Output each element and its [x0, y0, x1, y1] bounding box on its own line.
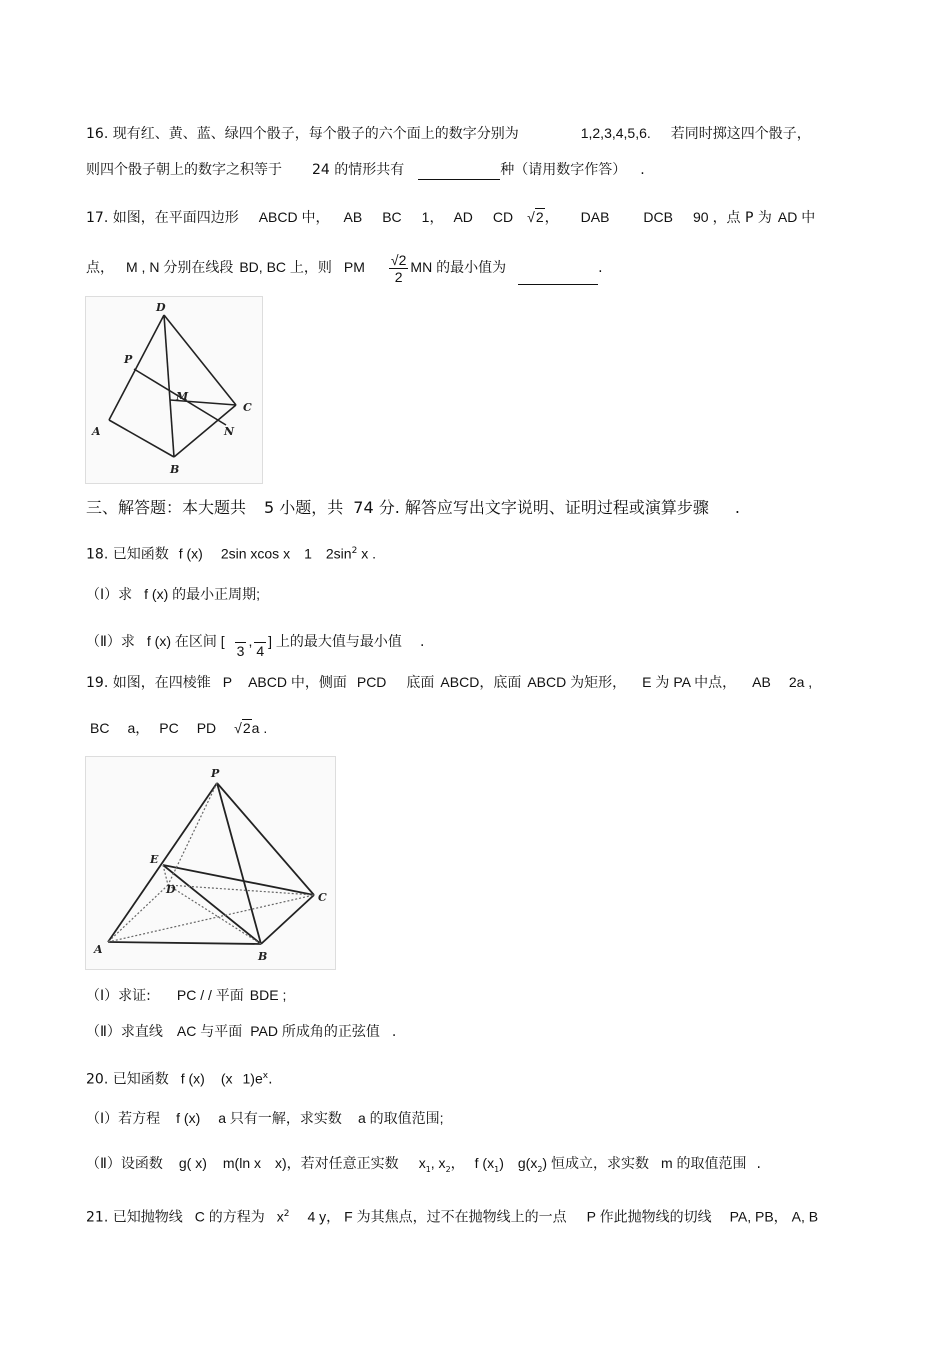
q16-line2	[86, 160, 645, 180]
q17-mn: M , N 分别在线段	[126, 259, 234, 275]
q19-a3: a .	[251, 720, 268, 736]
q17-one: 1，	[421, 209, 444, 225]
q17-text2: 点，	[86, 260, 114, 276]
q16-text2b: 24 的情形共有	[312, 162, 405, 178]
q16-period: .	[640, 162, 645, 178]
fig1-label-c: C	[243, 401, 252, 414]
q19-part-i	[86, 985, 286, 1006]
fig2-label-a: A	[94, 943, 103, 956]
q18-ii-d: .	[419, 634, 425, 650]
q20-ii-i: )	[499, 1155, 504, 1171]
q17-ninety: 90	[692, 209, 709, 225]
q20-expr: (x	[220, 1070, 233, 1087]
q20-i-d: a 的取值范围;	[357, 1110, 444, 1126]
q19-pcd: PCD	[356, 674, 387, 690]
q21-ab: A, B	[791, 1208, 819, 1225]
q19-2a: 2a ,	[788, 674, 813, 690]
q16-numbers: 1,2,3,4,5,6.	[580, 125, 651, 141]
q20-line	[86, 1066, 273, 1090]
q19i-c: BDE ;	[249, 987, 287, 1003]
q17-cd: CD	[492, 209, 514, 225]
q16-text2c: 种（请用数字作答）	[500, 162, 627, 178]
q20-fx: f (x)	[180, 1070, 205, 1087]
q18-i-a: （Ⅰ）求	[86, 587, 133, 603]
section-3-heading	[86, 498, 740, 518]
fig2-label-p: P	[211, 767, 220, 780]
q21-line	[86, 1204, 818, 1228]
q17-answer-blank	[518, 270, 598, 285]
q16-text-end: 若同时掷这四个骰子，	[670, 126, 811, 142]
q20-part-i	[86, 1108, 444, 1129]
q20-part-ii	[86, 1153, 761, 1180]
q20-a: 20. 已知函数	[86, 1071, 169, 1088]
q19-bc: BC	[90, 720, 110, 736]
fig2-label-d: D	[166, 883, 176, 896]
q21-c: C 的方程为	[194, 1208, 265, 1225]
q18-line	[86, 541, 376, 565]
q19-line2	[86, 718, 267, 739]
q20-expr2: 1)e	[242, 1070, 263, 1087]
q21-a: 21. 已知抛物线	[86, 1209, 183, 1226]
q20-ii-h: f (x	[474, 1155, 495, 1171]
q20-ii-e: x	[418, 1155, 426, 1171]
q20-ii-sub4: 2	[537, 1164, 543, 1174]
q20-ii-a: （Ⅱ）设函数	[86, 1156, 163, 1172]
figure-quadrilateral	[85, 296, 263, 484]
q17-pm: PM	[343, 259, 365, 275]
q20-i-b: f (x)	[176, 1110, 201, 1126]
q17-fraction: $\frac{√2}{2}$	[390, 251, 407, 285]
q21-sup: 2	[283, 1209, 290, 1219]
q17-abcd: ABCD 中，	[258, 209, 330, 225]
fig2-label-e: E	[150, 853, 159, 866]
q20-ii-b: g( x)	[178, 1155, 207, 1171]
q17-line2	[86, 250, 603, 285]
q19-abcd: ABCD 中，侧面	[248, 674, 347, 690]
q17-bc: BC	[382, 209, 402, 225]
q20-ii-c: m(ln x	[222, 1155, 262, 1171]
q17-dcb: DCB	[643, 209, 673, 225]
section3-c: 74 分. 解答应写出文字说明、证明过程或演算步骤	[353, 498, 709, 517]
q17-ad: AD	[453, 209, 473, 225]
q17-mn-min: MN 的最小值为	[410, 259, 507, 275]
q19-a2: a，	[127, 720, 150, 736]
fig1-label-m: M	[176, 390, 189, 403]
q17-line1	[86, 207, 815, 228]
q19ii-c: PAD 所成角的正弦值	[250, 1023, 380, 1039]
q19-line1	[86, 672, 812, 693]
q19-e: E 为	[642, 674, 670, 690]
q18-ii-c: ] 上的最大值与最小值	[268, 633, 402, 649]
q18-i-b: f (x) 的最小正周期;	[144, 586, 261, 602]
q16-text: 16. 现有红、黄、蓝、绿四个骰子，每个骰子的六个面上的数字分别为	[86, 126, 519, 142]
q18-a: 18. 已知函数	[86, 546, 169, 563]
q20-ii-sub1: 1	[425, 1164, 431, 1174]
q20-ii-l: m 的取值范围	[660, 1155, 747, 1171]
figure-pyramid	[85, 756, 336, 970]
q19-pc: PC	[159, 720, 179, 736]
q20-ii-g: ，	[450, 1156, 465, 1172]
q18-sup: 2	[351, 546, 358, 556]
q20-sup: x	[262, 1071, 269, 1081]
q21-4y: 4 y，	[307, 1208, 341, 1225]
section3-a: 三、解答题：本大题共	[86, 498, 247, 517]
q19ii-d: .	[391, 1024, 397, 1040]
q19i-a: （Ⅰ）求证:	[86, 988, 151, 1004]
fig1-label-a: A	[92, 425, 101, 438]
fig1-label-n: N	[224, 425, 235, 438]
q19-part-ii	[86, 1021, 396, 1042]
q17-ab: AB	[343, 209, 363, 225]
q17-text1: 17. 如图，在平面四边形	[86, 210, 239, 226]
fig1-label-b: B	[170, 463, 180, 476]
q20-ii-m: .	[756, 1156, 761, 1172]
q17-period: .	[598, 260, 603, 276]
q18-ii-b: f (x) 在区间 [	[146, 633, 225, 649]
q20-ii-j: g(x	[517, 1155, 538, 1171]
q19-abcd2: ABCD，底面	[440, 674, 522, 690]
q18-fx: f (x)	[178, 545, 203, 562]
q18-part-ii: （Ⅱ）求 f (x) 在区间 [ 3 , 4 ] 上的最大值与最小值 .	[86, 624, 424, 659]
q17-point-p: ，点 P 为	[712, 210, 772, 226]
section3-d: .	[734, 498, 741, 517]
q21-papb: PA, PB，	[729, 1208, 788, 1225]
fig1-label-p: P	[124, 353, 133, 366]
q19i-b: PC / / 平面	[176, 987, 244, 1003]
q20-ii-k: ) 恒成立，求实数	[542, 1155, 649, 1171]
q19-p: P	[222, 674, 233, 690]
q20-ii-sub2: 2	[445, 1164, 451, 1174]
q21-x: x	[276, 1208, 284, 1225]
q19ii-b: AC 与平面	[176, 1023, 243, 1039]
q21-p: P 作此抛物线的切线	[586, 1208, 712, 1225]
fig1-label-d: D	[156, 301, 166, 314]
q19-base: 底面	[406, 675, 435, 691]
q18-expr2: 2sin	[325, 545, 352, 562]
q19-pa: PA 中点，	[673, 674, 737, 690]
fig2-label-c: C	[318, 891, 327, 904]
q18-expr1: 2sin xcos x	[220, 545, 291, 562]
q16-line1	[86, 123, 811, 144]
q17-dab: DAB	[580, 209, 610, 225]
q19-a: 19. 如图，在四棱锥	[86, 675, 211, 691]
q18-frac2: 4	[254, 626, 266, 659]
q19-sqrt2: √2	[234, 720, 251, 736]
q20-end: .	[268, 1071, 273, 1088]
q20-i-a: （Ⅰ）若方程	[86, 1111, 161, 1127]
q19-pd: PD	[196, 720, 217, 736]
q18-frac1: 3	[235, 626, 247, 659]
q18-x: x .	[361, 545, 377, 562]
q20-ii-sub3: 1	[494, 1164, 500, 1174]
q17-sqrt2: √2	[527, 209, 544, 225]
q20-i-c: a 只有一解，求实数	[218, 1110, 342, 1126]
q18-part-i	[86, 584, 260, 605]
q21-f: F 为其焦点，过不在抛物线上的一点	[344, 1208, 567, 1225]
q19-abcd3: ABCD 为矩形，	[527, 674, 627, 690]
fig2-label-b: B	[258, 950, 268, 963]
q20-ii-f: , x	[430, 1155, 446, 1171]
q20-ii-d: x)，若对任意正实数	[275, 1155, 399, 1171]
q16-answer-blank	[418, 165, 500, 180]
q17-bd-bc: BD, BC 上，则	[239, 259, 332, 275]
q19ii-a: （Ⅱ）求直线	[86, 1024, 163, 1040]
q17-ad-mid: AD 中	[777, 209, 816, 225]
q19-ab: AB	[752, 674, 771, 690]
section3-b: 5 小题，共	[264, 498, 344, 517]
q18-ii-a: （Ⅱ）求	[86, 634, 135, 650]
q18-one: 1	[304, 545, 312, 562]
q17-comma: ，	[544, 210, 559, 226]
q16-text2a: 则四个骰子朝上的数字之积等于	[86, 162, 282, 178]
